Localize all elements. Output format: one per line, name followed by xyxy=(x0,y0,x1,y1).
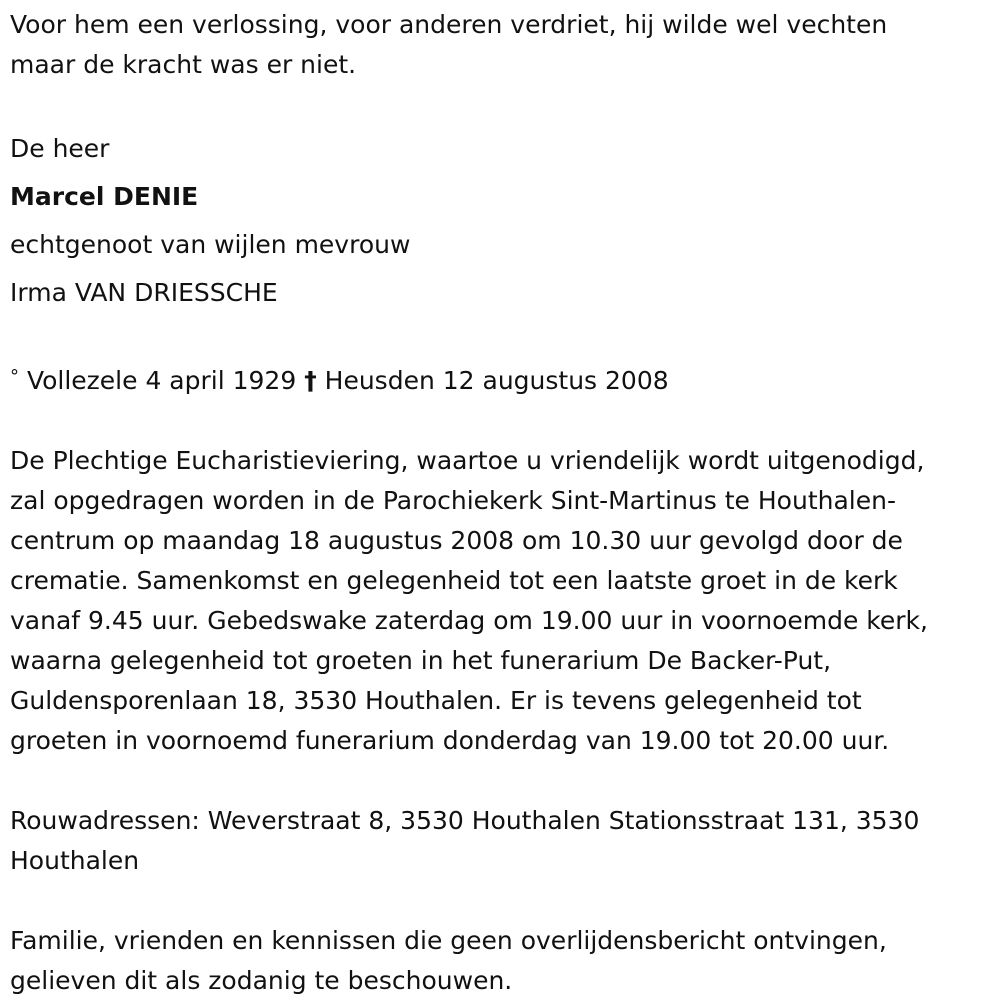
spacer xyxy=(10,761,995,801)
spouse-name: Irma VAN DRIESSCHE xyxy=(10,278,278,307)
honorific-title: De heer xyxy=(10,134,110,163)
person-block xyxy=(10,125,995,317)
intro-line-2: maar de kracht was er niet. xyxy=(10,50,357,79)
spacer xyxy=(10,881,995,921)
spacer xyxy=(10,401,995,441)
addresses-line-1: Rouwadressen: Weverstraat 8, 3530 Houthalen Stationsstraat 131, 3530 xyxy=(10,806,920,835)
birth-symbol: ° xyxy=(10,366,19,387)
birth-date: Vollezele 4 april 1929 xyxy=(26,366,297,395)
closing-line-2: gelieven dit als zodanig te beschouwen. xyxy=(10,966,513,995)
life-dates xyxy=(10,357,995,401)
death-date: Heusden 12 augustus 2008 xyxy=(324,366,669,395)
ceremony-line: zal opgedragen worden in de Parochiekerk Sint-Martinus te Houthalen- xyxy=(10,486,896,515)
mourning-addresses xyxy=(10,801,995,881)
spacer xyxy=(10,85,995,125)
ceremony-line: vanaf 9.45 uur. Gebedswake zaterdag om 19.00 uur in voornoemde kerk, xyxy=(10,606,928,635)
relation-text: echtgenoot van wijlen mevrouw xyxy=(10,230,411,259)
ceremony-line: Guldensporenlaan 18, 3530 Houthalen. Er is tevens gelegenheid tot xyxy=(10,686,862,715)
ceremony-line: De Plechtige Eucharistieviering, waartoe u vriendelijk wordt uitgenodigd, xyxy=(10,446,925,475)
spacer xyxy=(10,317,995,357)
cross-icon: † xyxy=(304,366,317,395)
obituary-document xyxy=(10,5,995,1001)
ceremony-paragraph xyxy=(10,441,995,761)
ceremony-line: groeten in voornoemd funerarium donderdag van 19.00 tot 20.00 uur. xyxy=(10,726,890,755)
closing-line-1: Familie, vrienden en kennissen die geen overlijdensbericht ontvingen, xyxy=(10,926,887,955)
addresses-line-2: Houthalen xyxy=(10,846,140,875)
closing-note xyxy=(10,921,995,1001)
intro-line-1: Voor hem een verlossing, voor anderen verdriet, hij wilde wel vechten xyxy=(10,10,888,39)
ceremony-line: crematie. Samenkomst en gelegenheid tot een laatste groet in de kerk xyxy=(10,566,898,595)
ceremony-line: waarna gelegenheid tot groeten in het funerarium De Backer-Put, xyxy=(10,646,832,675)
intro-verse xyxy=(10,5,995,85)
ceremony-line: centrum op maandag 18 augustus 2008 om 10.30 uur gevolgd door de xyxy=(10,526,903,555)
deceased-name: Marcel DENIE xyxy=(10,182,199,211)
